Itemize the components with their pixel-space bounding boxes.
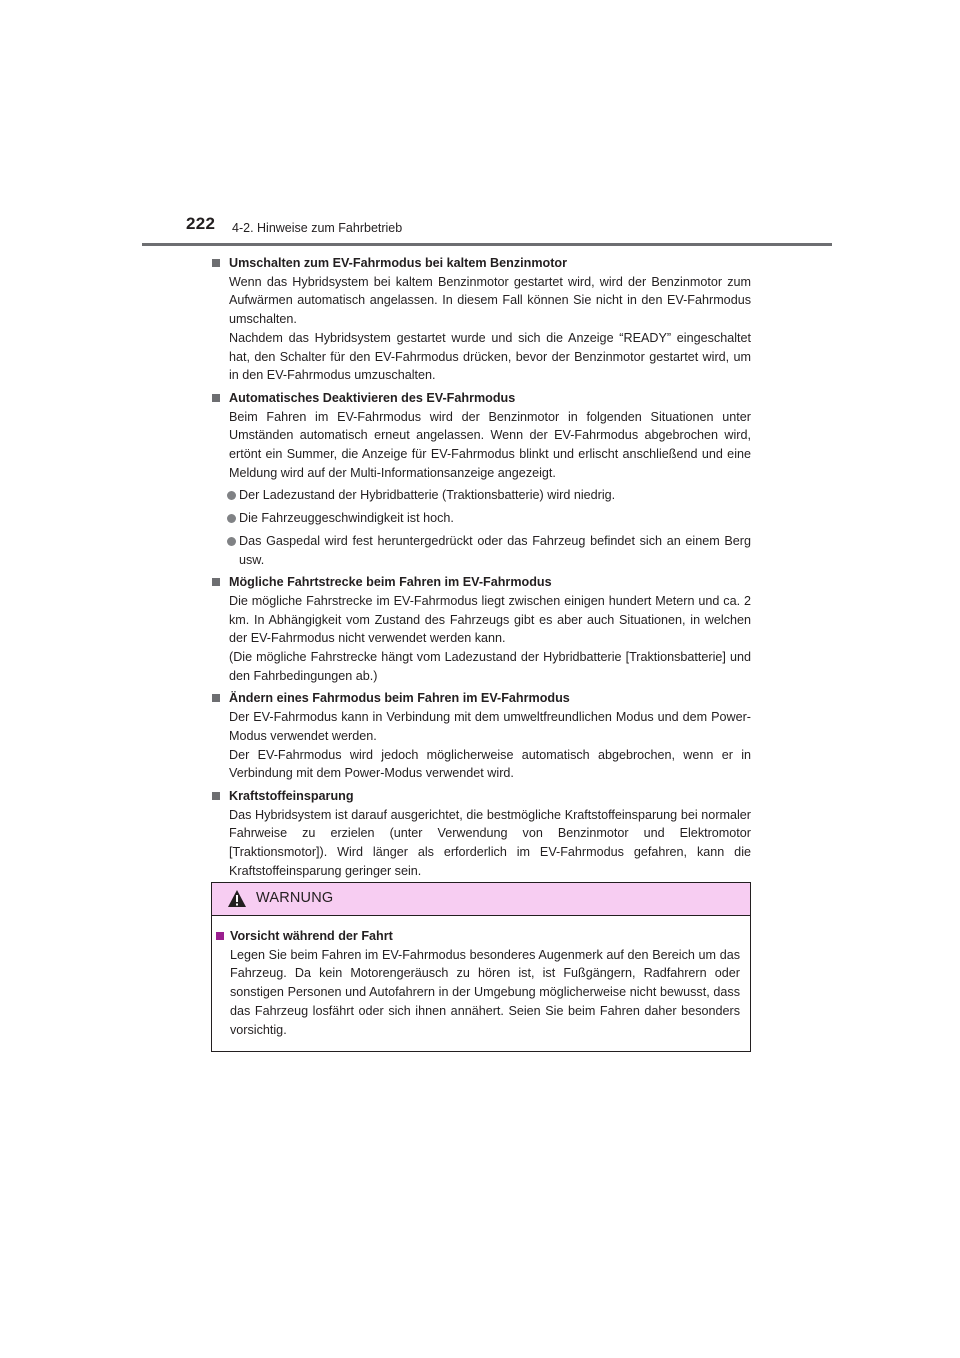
- section-heading: Kraftstoffeinsparung: [229, 788, 354, 803]
- section-heading: Automatisches Deaktivieren des EV-Fahrmodus: [229, 390, 516, 405]
- square-bullet-icon: [212, 259, 220, 267]
- list-item: [211, 509, 751, 528]
- section-heading: Umschalten zum EV-Fahrmodus bei kaltem Benzinmotor: [229, 256, 567, 270]
- section-heading: Mögliche Fahrtstrecke beim Fahren im EV-Fahrmodus: [229, 575, 552, 590]
- paragraph: Beim Fahren im EV-Fahrmodus wird der Benzinmotor in folgenden Situationen unter Umständen automatisch erneut angelassen. Wenn der EV-Fahrmodus abgebrochen wird, ertönt ein Summer, die Anzeige für EV-Fahrmodus blinkt und erlischt anschließend und eine Meldung wird auf der Multi-Informationsanzeige angezeigt.: [229, 409, 751, 480]
- warning-heading: Vorsicht während der Fahrt: [230, 929, 393, 943]
- section-ev-cold-engine: [211, 254, 751, 385]
- paragraph: Das Hybridsystem ist darauf ausgerichtet, die bestmögliche Kraftstoffeinsparung bei normaler Fahrweise zu erzielen (unter Verwendung von Benzinmotor und Elektromotor [Traktionsmotor]). Wird länger als erforderlich im EV-Fahrmodus gefahren, kann die Kraftstoffeinsparung geringer sein.: [229, 807, 751, 878]
- paragraph: Der EV-Fahrmodus kann in Verbindung mit dem umweltfreundlichen Modus und dem Power-Modus verwendet werden.: [229, 710, 751, 743]
- paragraph: Die mögliche Fahrstrecke im EV-Fahrmodus liegt zwischen einigen hundert Metern und ca. 2 km. In Abhängigkeit vom Zustand des Fahrzeugs gibt es aber auch Situationen, in welchen der EV-Fahrmodus nicht verwendet werden kann.: [229, 593, 751, 646]
- square-bullet-icon: [212, 578, 220, 586]
- list-item-text: Die Fahrzeuggeschwindigkeit ist hoch.: [239, 511, 454, 526]
- paragraph: (Die mögliche Fahrstrecke hängt vom Ladezustand der Hybridbatterie [Traktionsbatterie] und den Fahrbedingungen ab.): [229, 650, 751, 683]
- section-ev-range: [211, 573, 751, 685]
- section-heading: Ändern eines Fahrmodus beim Fahren im EV-Fahrmodus: [229, 691, 570, 706]
- section-change-mode: [211, 689, 751, 783]
- list-item: [211, 532, 751, 569]
- paragraph: Nachdem das Hybridsystem gestartet wurde und sich die Anzeige “READY” eingeschaltet hat, den Schalter für den EV-Fahrmodus drücken, bevor der Benzinmotor gestartet wird, um in den EV-Fahrmodus umzuschalten.: [229, 330, 751, 383]
- round-bullet-icon: [227, 537, 236, 546]
- warning-body: [212, 927, 740, 1039]
- square-bullet-icon: [216, 932, 224, 940]
- paragraph: Der EV-Fahrmodus wird jedoch möglicherweise automatisch abgebrochen, wenn er in Verbindung mit dem Power-Modus verwendet wird.: [229, 747, 751, 781]
- section-auto-deactivate: [211, 389, 751, 569]
- list-item-text: Der Ladezustand der Hybridbatterie (Traktionsbatterie) wird niedrig.: [239, 488, 616, 503]
- warning-header: [212, 883, 750, 916]
- warning-text: Legen Sie beim Fahren im EV-Fahrmodus besonderes Augenmerk auf den Bereich um das Fahrzeug. Da kein Motorengeräusch zu hören ist, ist Fußgängern, Radfahrern oder sonstigen Personen und Autofahrern in der Umgebung möglicherweise nicht bewusst, dass das Fahrzeug losfährt oder sich ihnen annähert. Seien Sie beim Fahren daher besonders vorsichtig.: [230, 947, 740, 1037]
- round-bullet-icon: [227, 491, 236, 500]
- content-body: [211, 254, 751, 885]
- warning-label: WARNUNG: [256, 890, 334, 906]
- round-bullet-icon: [227, 514, 236, 523]
- square-bullet-icon: [212, 394, 220, 402]
- warning-triangle-icon: [227, 889, 247, 908]
- list-item-text: Das Gaspedal wird fest heruntergedrückt oder das Fahrzeug befindet sich an einem Berg usw.: [239, 533, 751, 567]
- header-rule: [142, 243, 832, 246]
- paragraph: Wenn das Hybridsystem bei kaltem Benzinmotor gestartet wird, wird der Benzinmotor zum Aufwärmen automatisch angelassen. In diesem Fall können Sie nicht in den EV-Fahrmodus umschalten.: [229, 274, 751, 327]
- warning-box: [211, 882, 751, 1052]
- square-bullet-icon: [212, 694, 220, 702]
- square-bullet-icon: [212, 792, 220, 800]
- chapter-title: 4-2. Hinweise zum Fahrbetrieb: [232, 221, 403, 235]
- list-item: [211, 486, 751, 505]
- section-fuel-economy: [211, 787, 751, 881]
- page-number: 222: [186, 214, 216, 233]
